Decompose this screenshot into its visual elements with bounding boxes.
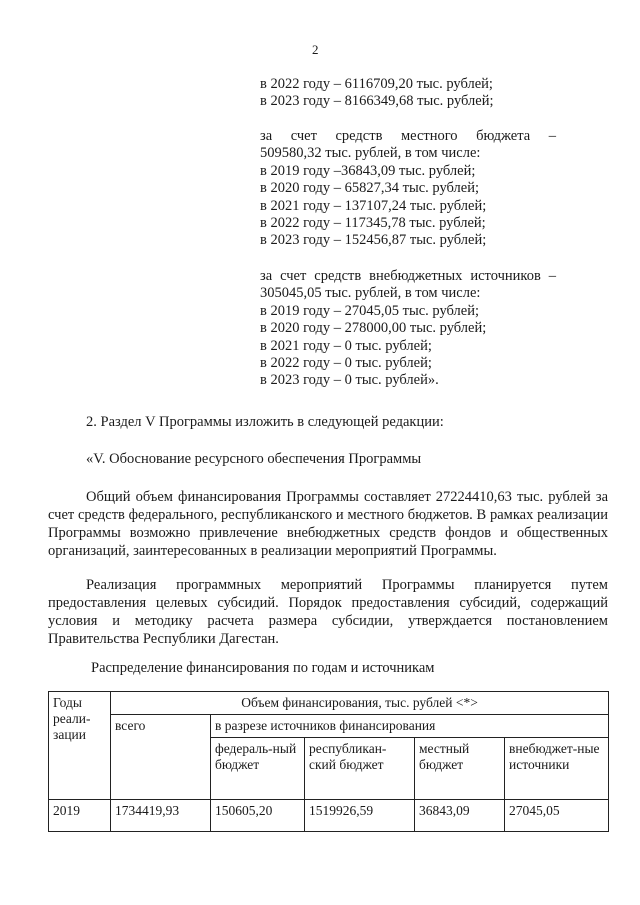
amount-line: в 2019 году –36843,09 тыс. рублей;	[260, 162, 476, 179]
paragraph-subsidies	[48, 576, 608, 648]
header-republican: республикан-ский бюджет	[305, 738, 415, 800]
header-volume: Объем финансирования, тыс. рублей <*>	[111, 692, 609, 715]
cell-total: 1734419,93	[111, 800, 211, 832]
paragraph-financing-text: Общий объем финансирования Программы составляет 27224410,63 тыс. рублей за счет средств федерального, республиканского и местного бюджетов. В рамках реализации Программы возможно привлечение внебюджетных средств фондов и общественных организаций, заинтересованных в реализации мероприятий Программы.	[48, 489, 608, 559]
cell-republican: 1519926,59	[305, 800, 415, 832]
amount-line: в 2019 году – 27045,05 тыс. рублей;	[260, 302, 480, 319]
local-budget-total: 509580,32 тыс. рублей, в том числе:	[260, 145, 481, 162]
page-number: 2	[312, 42, 319, 57]
amount-line: в 2021 году – 0 тыс. рублей;	[260, 337, 432, 354]
paragraph-subsidies-text: Реализация программных мероприятий Программы планируется путем предоставления целевых субсидий. Порядок предоставления субсидий, содержащий условия и методику расчета размера субсидии, утверждается постановлением Правительства Республики Дагестан.	[48, 577, 608, 647]
amount-line: в 2021 году – 137107,24 тыс. рублей;	[260, 197, 487, 214]
header-years: Годы реали-зации	[49, 692, 111, 800]
amount-line: в 2020 году – 278000,00 тыс. рублей;	[260, 320, 487, 337]
local-budget-heading: за счет средств местного бюджета –	[260, 128, 556, 144]
header-federal: федераль-ный бюджет	[211, 738, 305, 800]
amount-line: в 2023 году – 8166349,68 тыс. рублей;	[260, 93, 494, 110]
extra-budget-block	[260, 268, 556, 390]
header-extrabudget: внебюджет-ные источники	[505, 738, 609, 800]
paragraph-financing	[48, 488, 608, 560]
header-by-sources: в разрезе источников финансирования	[211, 715, 609, 738]
extra-budget-total: 305045,05 тыс. рублей, в том числе:	[260, 285, 481, 302]
extra-budget-heading: за счет средств внебюджетных источников –	[260, 268, 556, 284]
amount-line: в 2022 году – 6116709,20 тыс. рублей;	[260, 76, 493, 92]
header-total: всего	[111, 715, 211, 800]
cell-local: 36843,09	[415, 800, 505, 832]
financing-table	[48, 691, 609, 832]
table-caption: Распределение финансирования по годам и источникам	[91, 660, 435, 676]
table-header-row	[49, 715, 609, 738]
amount-line: в 2022 году – 0 тыс. рублей;	[260, 355, 432, 372]
table-row	[49, 800, 609, 832]
cell-federal: 150605,20	[211, 800, 305, 832]
amount-line: в 2022 году – 117345,78 тыс. рублей;	[260, 215, 486, 232]
amount-line: в 2023 году – 0 тыс. рублей».	[260, 372, 439, 389]
local-budget-block	[260, 128, 556, 250]
section-item: 2. Раздел V Программы изложить в следующей редакции:	[86, 414, 444, 430]
cell-extra: 27045,05	[505, 800, 609, 832]
table-header-row	[49, 692, 609, 715]
republican-budget-tail	[260, 76, 494, 111]
cell-year: 2019	[49, 800, 111, 832]
amount-line: в 2020 году – 65827,34 тыс. рублей;	[260, 180, 480, 197]
header-local: местный бюджет	[415, 738, 505, 800]
section-title: «V. Обоснование ресурсного обеспечения Программы	[86, 451, 422, 467]
amount-line: в 2023 году – 152456,87 тыс. рублей;	[260, 232, 487, 249]
